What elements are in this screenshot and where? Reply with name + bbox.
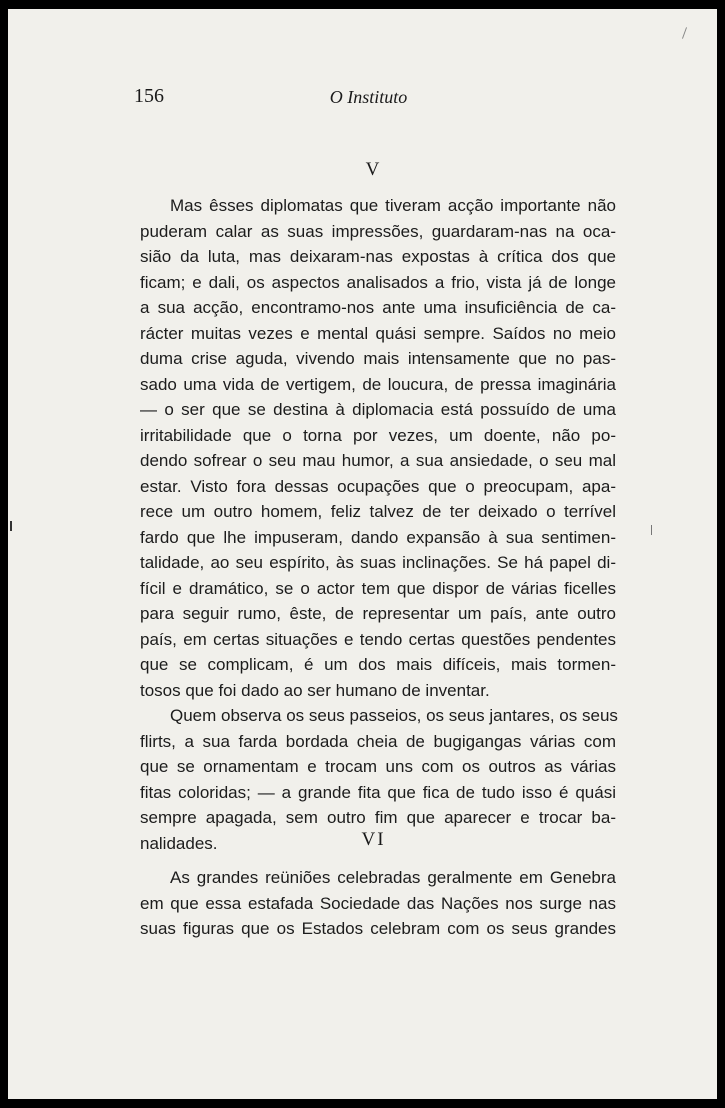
running-head: O Instituto — [329, 87, 408, 107]
text-line: — o ser que se destina à diplomacia está possuído de uma — [140, 400, 616, 419]
text-line: rácter muitas vezes e mental quási sempre. Saídos no meio — [140, 323, 616, 343]
text-line: em que essa estafada Sociedade das Nações nos surge nas — [140, 893, 616, 913]
text-line: Quem observa os seus passeios, os seus jantares, os seus — [170, 706, 618, 725]
book-page — [8, 9, 717, 1099]
text-line: fícil e dramático, se o actor tem que dispor de várias ficelles — [140, 578, 616, 598]
text-line: Mas êsses diplomatas que tiveram acção importante não — [170, 196, 616, 215]
section-v-paragraph-1 — [140, 193, 616, 703]
section-heading-vi: VI — [361, 829, 386, 850]
text-line: sião da luta, mas deixaram-nas expostas à crítica dos que — [140, 247, 616, 266]
text-line: sado uma vida de vertigem, de loucura, de pressa imaginária — [140, 374, 616, 394]
text-line: talidade, ao seu espírito, às suas inclinações. Se há papel di- — [140, 553, 616, 572]
scan-speck — [682, 27, 687, 39]
text-line: fitas coloridas; — a grande fita que fica de tudo isso é quási — [140, 782, 616, 802]
text-line: ficam; e dali, os aspectos analisados a frio, vista já de longe — [140, 272, 616, 292]
section-vi-paragraph-1 — [140, 865, 616, 942]
text-line: nalidades. — [140, 833, 218, 853]
text-line: para seguir rumo, êste, de representar um país, ante outro — [140, 604, 616, 623]
section-heading-v: V — [365, 159, 382, 180]
text-line: flirts, a sua farda bordada cheia de bugigangas várias com — [140, 731, 616, 751]
text-line: irritabilidade que o torna por vezes, um doente, não po- — [140, 425, 616, 445]
text-line: As grandes reüniões celebradas geralmente em Genebra — [170, 868, 616, 887]
text-line: a sua acção, encontramo-nos ante uma insuficiência de ca- — [140, 298, 616, 317]
text-line: puderam calar as suas impressões, guardaram-nas na oca- — [140, 221, 616, 241]
text-line: país, em certas situações e tendo certas questões pendentes — [140, 629, 616, 649]
scan-speck — [10, 521, 12, 531]
text-line: que se complicam, é um dos mais difíceis, mais tormen- — [140, 655, 616, 674]
text-line: tosos que foi dado ao ser humano de inventar. — [140, 680, 490, 700]
text-line: que se ornamentam e trocam uns com os outros as várias — [140, 757, 616, 776]
scan-speck — [651, 525, 652, 535]
text-line: duma crise aguda, vivendo mais intensamente que no pas- — [140, 349, 616, 368]
text-line: suas figuras que os Estados celebram com os seus grandes — [140, 919, 616, 938]
text-line: rece um outro homem, feliz talvez de ter deixado o terrível — [140, 502, 616, 521]
page-number: 156 — [134, 85, 164, 107]
text-line: sempre apagada, sem outro fim que aparecer e trocar ba- — [140, 808, 616, 827]
text-line: fardo que lhe impuseram, dando expansão à sua sentimen- — [140, 527, 616, 547]
text-line: estar. Visto fora dessas ocupações que o preocupam, apa- — [140, 476, 616, 496]
text-line: dendo sofrear o seu mau humor, a sua ansiedade, o seu mal — [140, 451, 616, 470]
